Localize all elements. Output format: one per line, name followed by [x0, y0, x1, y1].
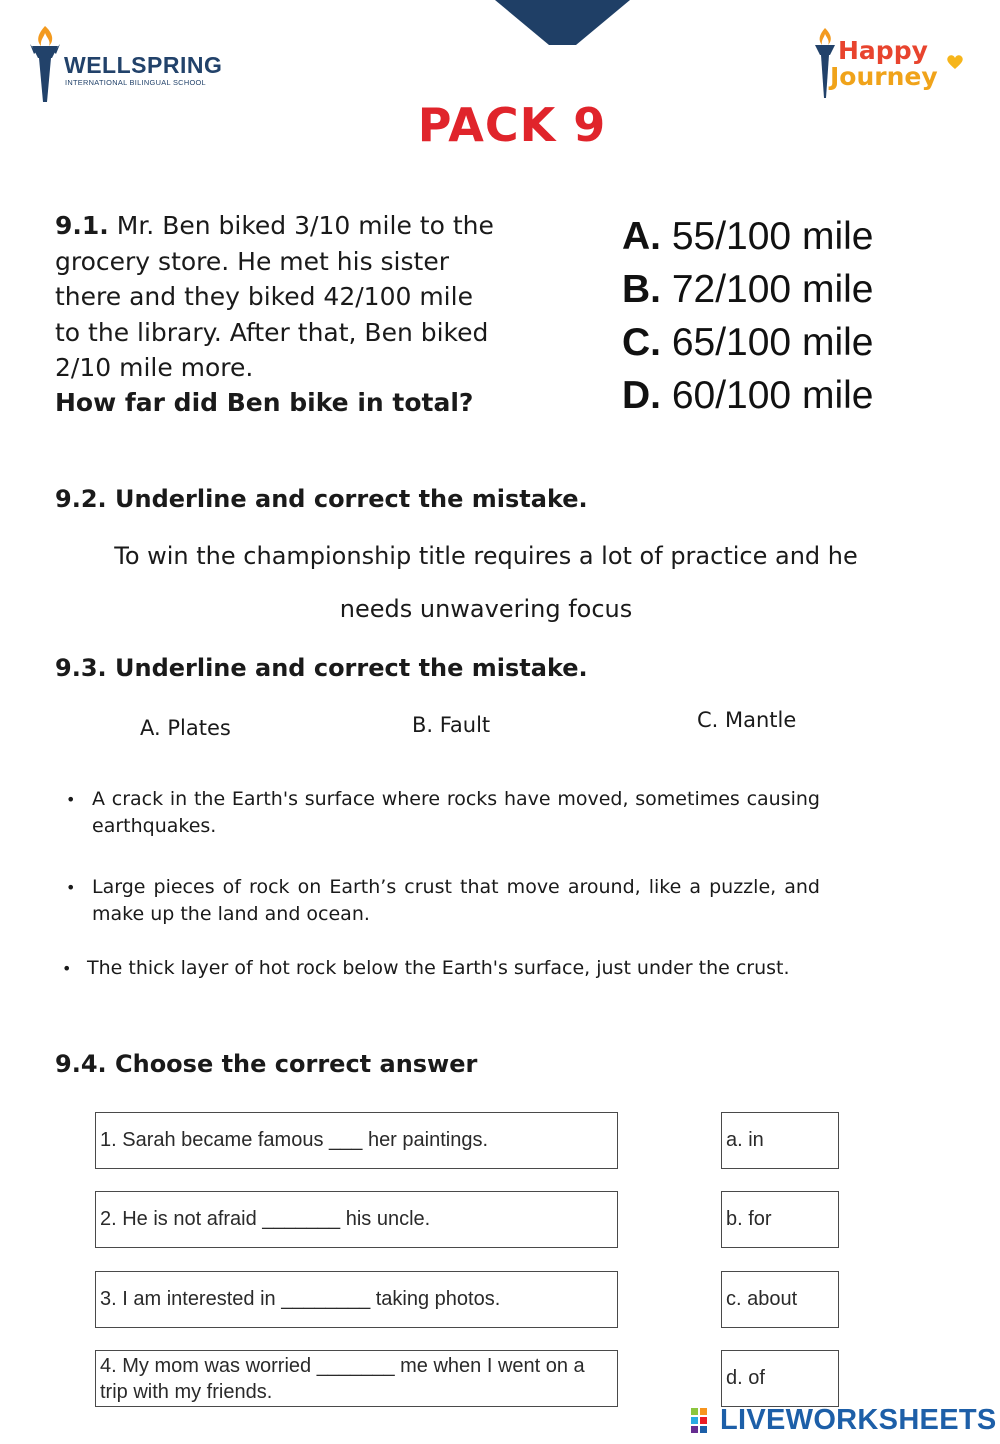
option-a[interactable]: A. 55/100 mile: [622, 215, 874, 258]
definition-item[interactable]: • The thick layer of hot rock below the Earth's surface, just under the crust.: [62, 955, 807, 1015]
page-title: PACK 9: [417, 98, 607, 152]
sentence-box-1[interactable]: 1. Sarah became famous ___ her paintings.: [95, 1112, 618, 1169]
sentence-box-2[interactable]: 2. He is not afraid _______ his uncle.: [95, 1191, 618, 1248]
option-d[interactable]: D. 60/100 mile: [622, 374, 874, 417]
liveworksheets-text: LIVEWORKSHEETS: [720, 1403, 997, 1436]
q4-heading: 9.4. Choose the correct answer: [55, 1050, 478, 1078]
brand-line1: Happy: [838, 36, 928, 65]
answer-box-a[interactable]: a. in: [721, 1112, 839, 1169]
bullet-icon: •: [66, 790, 76, 809]
option-b[interactable]: B. 72/100 mile: [622, 268, 874, 311]
heart-icon: [946, 54, 964, 70]
brand-logo: [812, 24, 972, 106]
q1-question: How far did Ben bike in total?: [55, 388, 474, 417]
q1-number: 9.1.: [55, 211, 109, 240]
q1-options: [622, 210, 873, 422]
term-plates[interactable]: A. Plates: [140, 716, 231, 740]
school-logo: [28, 22, 258, 107]
answer-box-d[interactable]: d. of: [721, 1350, 839, 1407]
liveworksheets-logo: [690, 1402, 997, 1438]
q2-sentence[interactable]: To win the championship title requires a lot of practice and he needs unwavering focus: [114, 542, 858, 623]
definition-item[interactable]: • A crack in the Earth's surface where rocks have moved, sometimes causing earthquakes.: [66, 788, 820, 837]
q2-heading: 9.2. Underline and correct the mistake.: [55, 485, 588, 513]
answer-box-c[interactable]: c. about: [721, 1271, 839, 1328]
liveworksheets-icon: [690, 1406, 718, 1434]
bullet-icon: •: [66, 878, 76, 897]
q3-heading: 9.3. Underline and correct the mistake.: [55, 654, 588, 682]
q1-problem-text: 9.1. Mr. Ben biked 3/10 mile to the grocery store. He met his sister there and they biked 42/100 mile to the library. After that, Ben biked 2/10 mile more.: [55, 211, 494, 382]
term-mantle[interactable]: C. Mantle: [697, 708, 797, 732]
answer-box-b[interactable]: b. for: [721, 1191, 839, 1248]
sentence-box-3[interactable]: 3. I am interested in ________ taking photos.: [95, 1271, 618, 1328]
option-c[interactable]: C. 65/100 mile: [622, 321, 874, 364]
term-fault[interactable]: B. Fault: [412, 713, 491, 737]
brand-line2: Journey: [830, 62, 938, 91]
bullet-icon: •: [62, 959, 72, 978]
sentence-box-4[interactable]: 4. My mom was worried _______ me when I went on a trip with my friends.: [95, 1350, 618, 1407]
school-name: WELLSPRING: [64, 52, 223, 78]
torch-icon: [28, 24, 62, 106]
definition-item[interactable]: • Large pieces of rock on Earth’s crust that move around, like a puzzle, and make up the land and ocean.: [66, 876, 820, 925]
school-subtitle: INTERNATIONAL BILINGUAL SCHOOL: [65, 78, 206, 87]
header-decoration: [495, 0, 630, 45]
